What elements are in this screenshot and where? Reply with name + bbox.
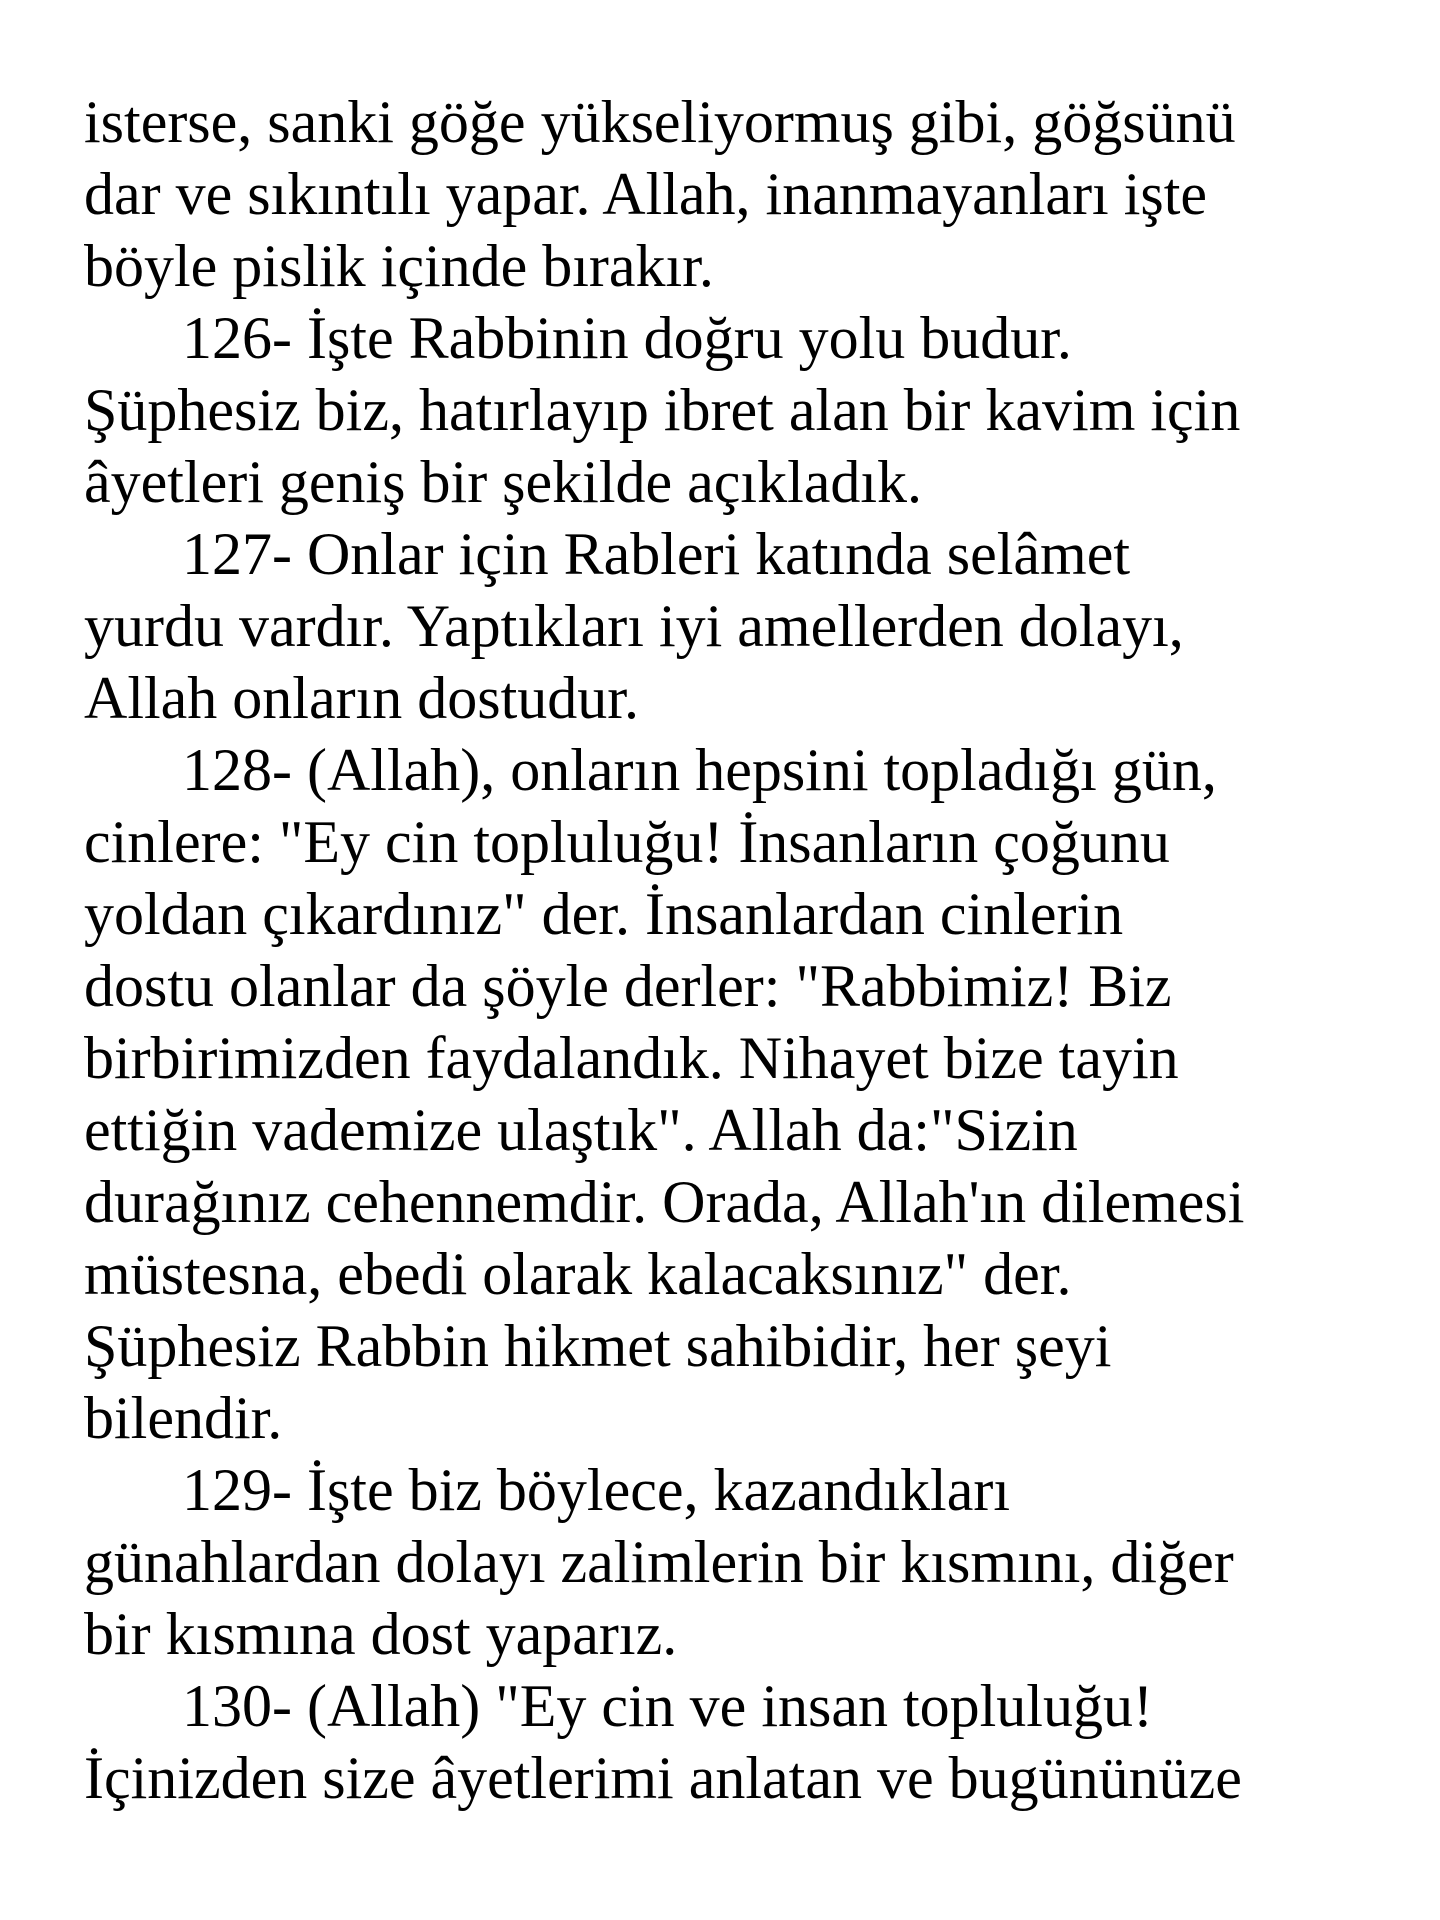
text-line: durağınız cehennemdir. Orada, Allah'ın dilemesi (84, 1169, 1245, 1235)
text-line: bilendir. (84, 1385, 283, 1451)
verse-130-start: 130- (Allah) "Ey cin ve insan topluluğu! (182, 1673, 1153, 1739)
text-line: İçinizden size âyetlerimi anlatan ve bugününüze (84, 1745, 1242, 1811)
text-line: âyetleri geniş bir şekilde açıkladık. (84, 449, 923, 515)
verse-127-start: 127- Onlar için Rableri katında selâmet (182, 521, 1131, 587)
text-line: isterse, sanki göğe yükseliyormuş gibi, göğsünü (84, 89, 1236, 155)
text-line: Şüphesiz biz, hatırlayıp ibret alan bir kavim için (84, 377, 1241, 443)
text-line: günahlardan dolayı zalimlerin bir kısmını, diğer (84, 1529, 1234, 1595)
text-line: birbirimizden faydalandık. Nihayet bize tayin (84, 1025, 1179, 1091)
text-line: bir kısmına dost yaparız. (84, 1601, 678, 1667)
text-line: dar ve sıkıntılı yapar. Allah, inanmayanları işte (84, 161, 1208, 227)
text-line: ettiğin vademize ulaştık". Allah da:"Sizin (84, 1097, 1078, 1163)
text-line: Allah onların dostudur. (84, 665, 639, 731)
verse-128-start: 128- (Allah), onların hepsini topladığı gün, (182, 737, 1217, 803)
verse-129-start: 129- İşte biz böylece, kazandıkları (182, 1457, 1010, 1523)
verse-126-start: 126- İşte Rabbinin doğru yolu budur. (182, 305, 1072, 371)
text-line: müstesna, ebedi olarak kalacaksınız" der. (84, 1241, 1072, 1307)
text-line: yurdu vardır. Yaptıkları iyi amellerden dolayı, (84, 593, 1184, 659)
text-line: Şüphesiz Rabbin hikmet sahibidir, her şeyi (84, 1313, 1112, 1379)
text-line: dostu olanlar da şöyle derler: "Rabbimiz! Biz (84, 953, 1172, 1019)
text-line: böyle pislik içinde bırakır. (84, 233, 714, 299)
text-line: yoldan çıkardınız" der. İnsanlardan cinlerin (84, 881, 1124, 947)
text-line: cinlere: "Ey cin topluluğu! İnsanların çoğunu (84, 809, 1170, 875)
